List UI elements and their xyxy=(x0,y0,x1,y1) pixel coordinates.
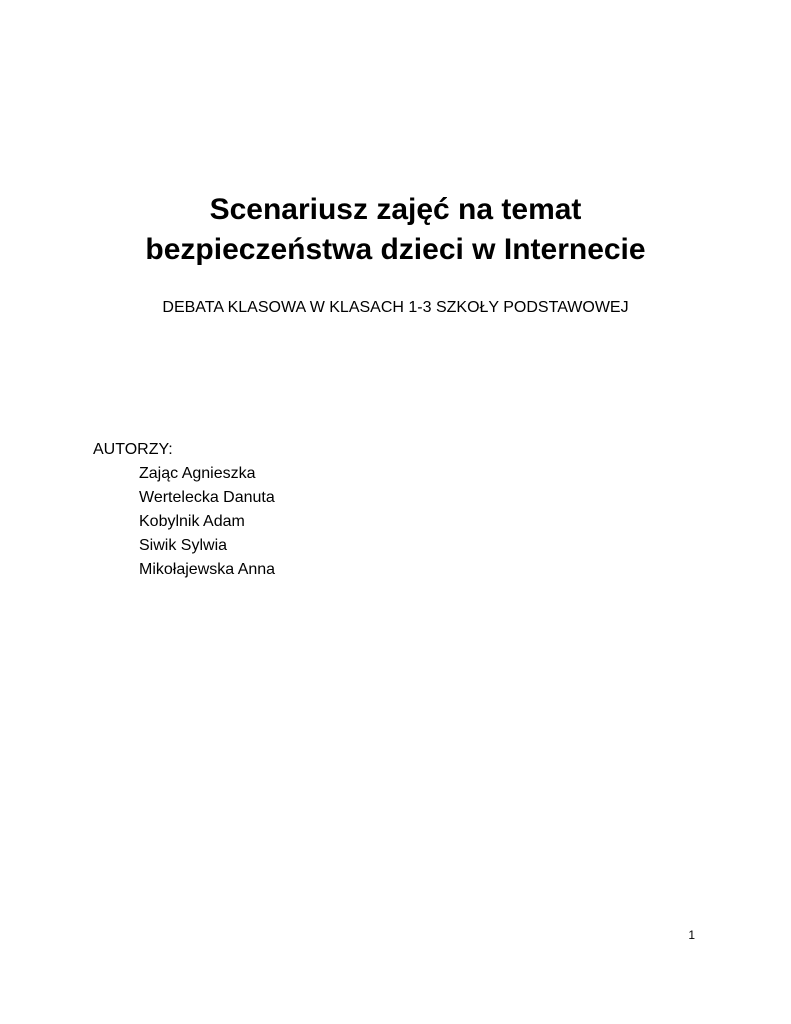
document-subtitle: DEBATA KLASOWA W KLASACH 1-3 SZKOŁY PODSTAWOWEJ xyxy=(162,299,629,316)
authors-list xyxy=(93,462,493,582)
author-name: Mikołajewska Anna xyxy=(139,561,276,578)
author-name: Zając Agnieszka xyxy=(139,465,256,482)
document-title xyxy=(0,190,791,270)
author-name: Siwik Sylwia xyxy=(139,537,228,554)
author-name: Kobylnik Adam xyxy=(139,513,245,530)
author-name: Wertelecka Danuta xyxy=(139,489,275,506)
authors-section xyxy=(93,438,493,582)
page-number: 1 xyxy=(688,928,695,942)
title-line-1: Scenariusz zajęć na temat xyxy=(209,193,582,226)
authors-heading: AUTORZY: xyxy=(93,441,173,458)
title-line-2: bezpieczeństwa dzieci w Internecie xyxy=(145,233,646,266)
